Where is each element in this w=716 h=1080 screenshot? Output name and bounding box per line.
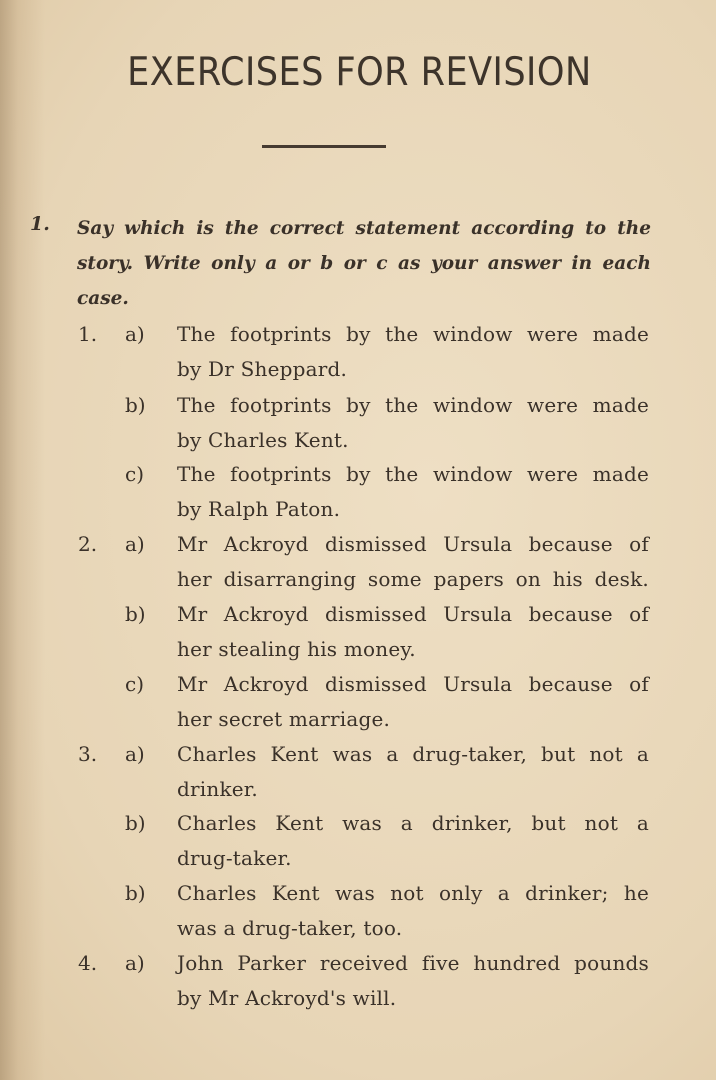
option-letter: b) [125,602,146,626]
option-letter: b) [125,811,146,835]
option-text-line: drug-taker. [177,846,292,870]
option-text-line: Mr Ackroyd dismissed Ursula because of [177,602,649,626]
option-text-line: her disarranging some papers on his desk. [177,567,649,591]
option-letter: a) [125,532,145,556]
option-text-line: The footprints by the window were made [177,322,649,346]
option-text-line: Mr Ackroyd dismissed Ursula because of [177,672,649,696]
option-letter: a) [125,951,145,975]
option-text-line: John Parker received five hundred pounds [177,951,649,975]
option-text-line: Charles Kent was a drug-taker, but not a [177,742,649,766]
exercise-instruction: Say which is the correct statement according to the story. Write only a or b or c as your answer in each case. [77,218,651,309]
option-text-line: her secret marriage. [177,707,391,731]
option-letter: c) [125,462,145,486]
option-text-line: by Charles Kent. [177,428,349,452]
question-number: 2. [78,532,98,556]
option-text-line: her stealing his money. [177,637,416,661]
option-letter: a) [125,742,145,766]
option-text-line: The footprints by the window were made [177,462,649,486]
option-text-line: drinker. [177,777,258,801]
option-letter: b) [125,881,146,905]
option-text-line: Charles Kent was not only a drinker; he [177,881,649,905]
option-text-line: was a drug-taker, too. [177,916,403,940]
question-number: 1. [78,322,98,346]
exercise-number: 1. [30,213,50,235]
option-letter: b) [125,393,146,417]
option-text-line: by Ralph Paton. [177,497,341,521]
option-text-line: by Mr Ackroyd's will. [177,986,397,1010]
option-text-line: Charles Kent was a drinker, but not a [177,811,649,835]
option-text-line: by Dr Sheppard. [177,357,348,381]
page-title: EXERCISES FOR REVISION [127,50,592,95]
question-number: 4. [78,951,98,975]
question-number: 3. [78,742,98,766]
option-text-line: The footprints by the window were made [177,393,649,417]
option-text-line: Mr Ackroyd dismissed Ursula because of [177,532,649,556]
option-letter: c) [125,672,145,696]
option-letter: a) [125,322,145,346]
title-underline [262,145,386,148]
